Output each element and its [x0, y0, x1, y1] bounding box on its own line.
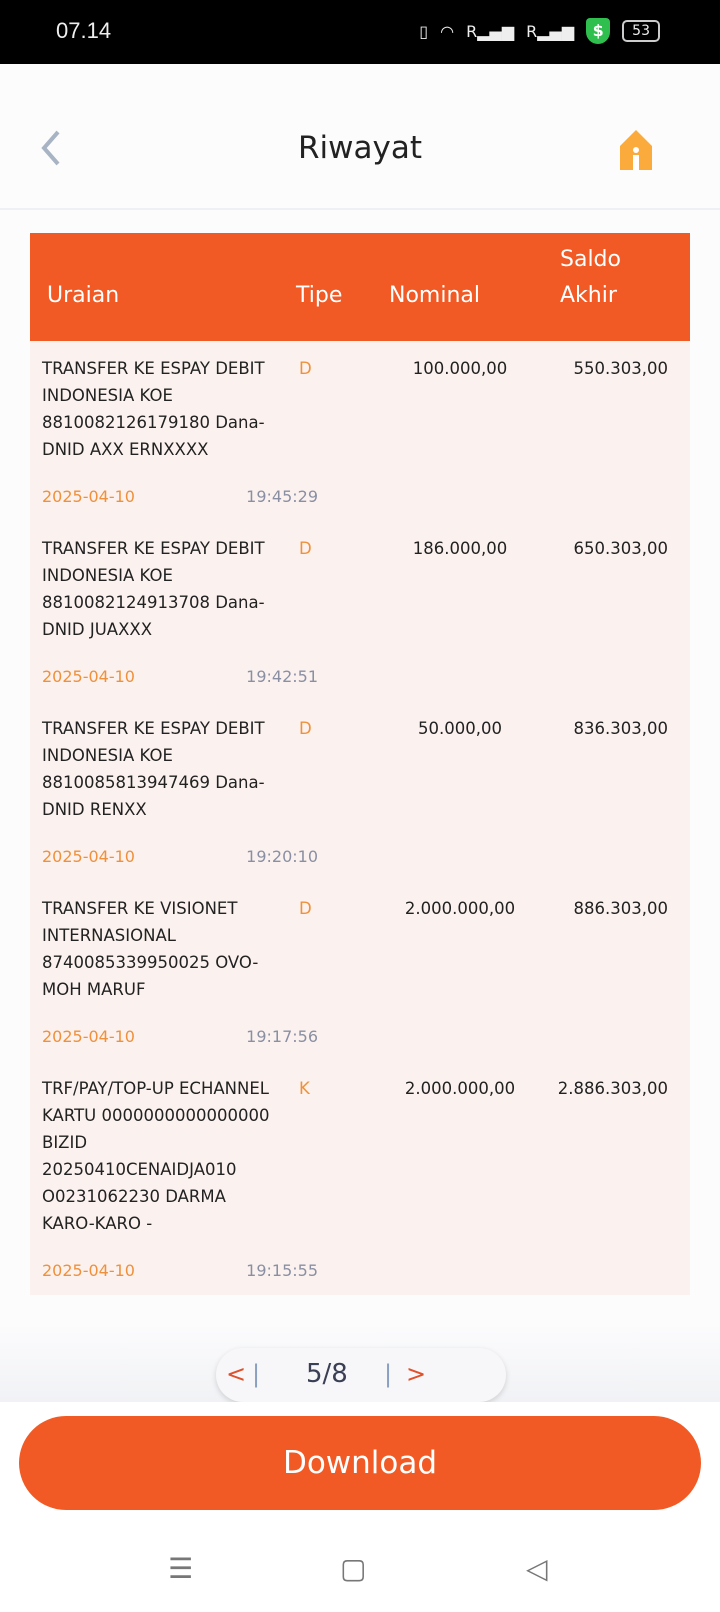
row-saldo: 2.886.303,00 [557, 1079, 668, 1098]
row-nominal: 2.000.000,00 [404, 1079, 516, 1098]
col-saldo: Saldo [560, 247, 621, 272]
col-tipe: Tipe [296, 283, 343, 308]
status-time: 07.14 [56, 18, 112, 43]
row-time: 19:45:29 [246, 487, 318, 506]
table-row[interactable] [30, 1061, 690, 1295]
row-saldo: 650.303,00 [573, 539, 668, 558]
app-header [0, 64, 720, 210]
separator: | [384, 1360, 393, 1388]
signal-label: R [526, 21, 538, 41]
menu-icon[interactable]: ☰ [168, 1552, 194, 1585]
table-row[interactable] [30, 521, 690, 701]
page-title: Riwayat [298, 130, 422, 166]
row-nominal: 186.000,00 [412, 539, 508, 558]
row-time: 19:17:56 [246, 1027, 318, 1046]
row-saldo: 836.303,00 [573, 719, 668, 738]
pagination [216, 1348, 506, 1402]
prev-page-button[interactable]: < [226, 1360, 247, 1388]
table-row[interactable] [30, 341, 690, 521]
back-nav-icon[interactable]: ◁ [526, 1552, 548, 1585]
transaction-table [30, 233, 690, 1295]
row-time: 19:20:10 [246, 847, 318, 866]
vibrate-icon: ▯ [419, 21, 429, 41]
row-date: 2025-04-10 [42, 847, 135, 866]
battery-icon: 53 [622, 20, 660, 42]
row-nominal: 50.000,00 [418, 719, 502, 738]
table-row[interactable] [30, 881, 690, 1061]
separator: | [252, 1360, 261, 1388]
bottom-area [0, 1402, 720, 1612]
home-icon[interactable] [618, 128, 654, 172]
row-type: K [299, 1079, 310, 1098]
col-akhir: Akhir [560, 283, 617, 308]
row-date: 2025-04-10 [42, 667, 135, 686]
home-nav-icon[interactable]: ▢ [340, 1552, 367, 1585]
signal-label: R [466, 21, 478, 41]
row-saldo: 886.303,00 [573, 899, 668, 918]
table-row[interactable] [30, 701, 690, 881]
row-time: 19:15:55 [246, 1261, 318, 1280]
row-type: D [299, 539, 312, 558]
shield-dollar-icon: $ [586, 18, 610, 44]
row-date: 2025-04-10 [42, 1027, 135, 1046]
col-uraian: Uraian [47, 283, 120, 308]
row-description: TRF/PAY/TOP-UP ECHANNEL KARTU 0000000000000000 BIZID 20250410CENAIDJA010 O0231062230 DARMA KARO-KARO - [42, 1079, 270, 1233]
col-nominal: Nominal [389, 283, 480, 308]
page-indicator: 5/8 [306, 1359, 348, 1389]
status-bar [0, 0, 720, 64]
row-description: TRANSFER KE ESPAY DEBIT INDONESIA KOE 8810082126179180 Dana-DNID AXX ERNXXXX [42, 359, 265, 459]
row-type: D [299, 899, 312, 918]
row-description: TRANSFER KE ESPAY DEBIT INDONESIA KOE 8810082124913708 Dana-DNID JUAXXX [42, 539, 265, 639]
row-date: 2025-04-10 [42, 487, 135, 506]
wifi-icon: ◠ [440, 21, 455, 41]
row-time: 19:42:51 [246, 667, 318, 686]
signal-icon-2: R▂▄▆ [526, 21, 575, 41]
row-description: TRANSFER KE ESPAY DEBIT INDONESIA KOE 8810085813947469 Dana-DNID RENXX [42, 719, 265, 819]
row-nominal: 2.000.000,00 [404, 899, 516, 918]
row-nominal: 100.000,00 [412, 359, 508, 378]
signal-icon: R▂▄▆ [466, 21, 515, 41]
row-saldo: 550.303,00 [573, 359, 668, 378]
row-type: D [299, 359, 312, 378]
next-page-button[interactable]: > [406, 1360, 427, 1388]
row-type: D [299, 719, 312, 738]
row-description: TRANSFER KE VISIONET INTERNASIONAL 8740085339950025 OVO-MOH MARUF [42, 899, 259, 999]
download-button[interactable]: Download [19, 1416, 701, 1510]
table-header [30, 233, 690, 341]
row-date: 2025-04-10 [42, 1261, 135, 1280]
